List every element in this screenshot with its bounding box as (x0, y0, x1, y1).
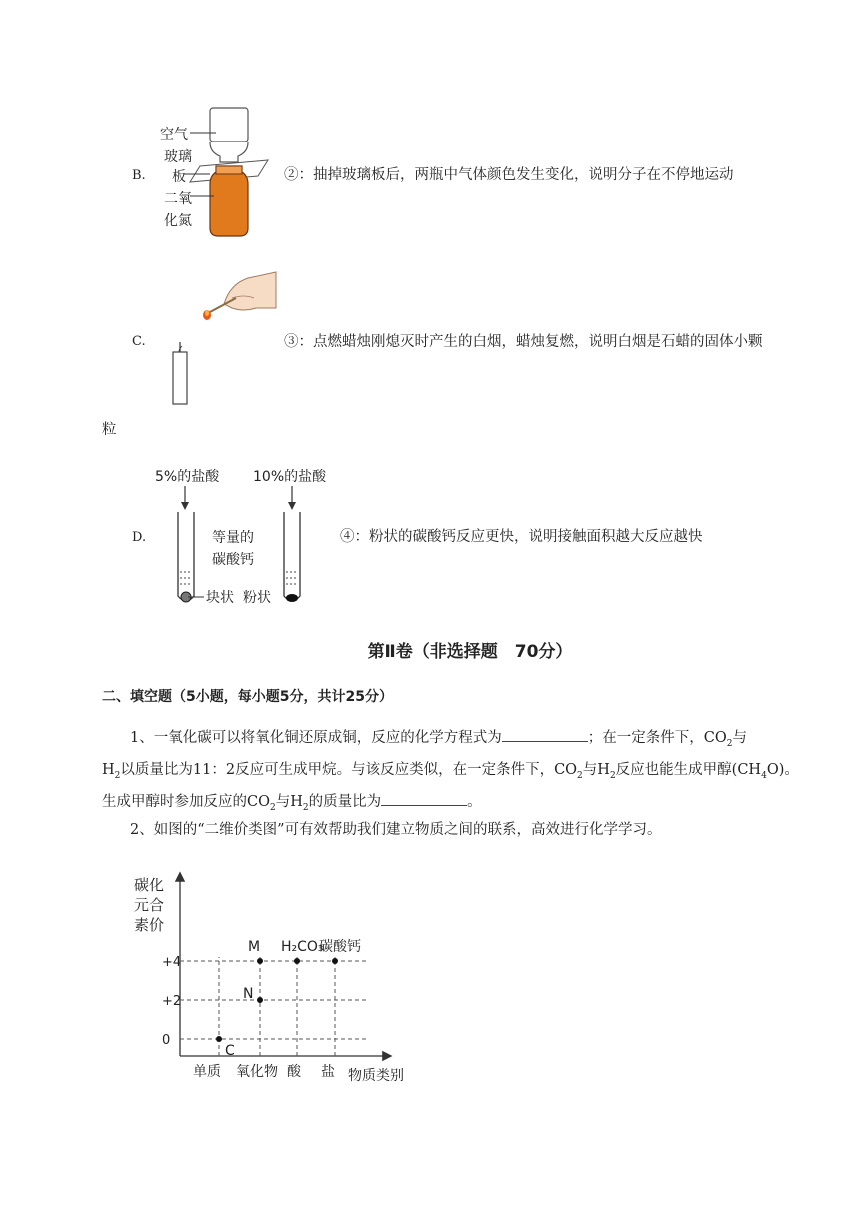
q1-text-c: 与 (732, 730, 747, 746)
section-heading: 二、填空题（5小题，每小题5分，共计25分） (102, 689, 393, 705)
y-tick-label: +2 (162, 994, 182, 1009)
label-glass-2: 板 (172, 169, 186, 185)
q1-text-h: O)。 (766, 761, 799, 778)
y-tick-label: +4 (162, 955, 182, 970)
data-point-label: M (248, 939, 261, 955)
q1-sub: 2 (726, 738, 733, 749)
option-c-text-wrap: 粒 (102, 422, 117, 438)
y-axis-label: 素价 (134, 916, 165, 934)
q1-text-d: H (102, 761, 115, 778)
q1-text-k: 的质量比为 (308, 793, 382, 810)
data-point-label: H₂CO₃ (281, 939, 324, 955)
q1-text-l: 。 (467, 793, 482, 810)
x-tick-label: 单质 (193, 1064, 221, 1080)
answer-blank-1[interactable] (502, 727, 588, 742)
option-letter-d: D. (132, 530, 147, 545)
q1-text-g: 反应也能生成甲醇(CH (615, 761, 762, 778)
data-point (332, 958, 338, 964)
label-acid-10: 10%的盐酸 (253, 469, 327, 485)
answer-blank-2[interactable] (381, 791, 467, 806)
q1-text-i: 生成甲醇时参加反应的CO (102, 793, 270, 810)
y-axis-label: 碳化 (134, 876, 165, 894)
q1-sub: 2 (114, 770, 121, 781)
q1-sub: 2 (302, 802, 309, 813)
question-1-line-1 (102, 725, 802, 757)
q1-sub: 2 (269, 802, 276, 813)
label-no2-2: 化氮 (164, 213, 192, 229)
x-tick-label: 酸 (287, 1064, 301, 1080)
y-tick-label: 0 (162, 1033, 171, 1048)
label-equal-amount: 等量的 (212, 530, 254, 546)
data-point (216, 1036, 222, 1042)
valence-class-chart (120, 868, 430, 1088)
q1-text-e: 以质量比为11：2反应可生成甲烷。与该反应类似，在一定条件下，CO (120, 761, 578, 778)
question-2: 2、如图的“二维价类图”可有效帮助我们建立物质之间的联系，高效进行化学学习。 (130, 822, 662, 838)
q1-text-f: 与H (582, 761, 610, 778)
y-axis-label: 元合 (134, 896, 165, 914)
data-point-label: 碳酸钙 (319, 939, 361, 955)
option-c-text: ③：点燃蜡烛刚熄灭时产生的白烟，蜡烛复燃，说明白烟是石蜡的固体小颗 (284, 334, 763, 350)
q1-sub: 2 (609, 770, 616, 781)
data-point (294, 958, 300, 964)
chart-points (216, 939, 361, 1059)
part-title: 第Ⅱ卷（非选择题 70分） (367, 642, 573, 662)
candle-illustration (160, 268, 280, 410)
option-d-text: ④：粉状的碳酸钙反应更快，说明接触面积越大反应越快 (340, 529, 703, 545)
chart-axes (134, 874, 404, 1084)
q1-sub: 2 (577, 770, 583, 781)
label-air: 空气 (160, 127, 188, 143)
label-lump: 块状 (206, 590, 234, 606)
data-point (257, 997, 263, 1003)
option-letter-c: C. (132, 334, 146, 349)
x-tick-label: 氧化物 (236, 1064, 278, 1080)
q1-sub-4: 4 (761, 770, 767, 781)
question-1-line-2 (102, 757, 802, 789)
label-acid-5: 5%的盐酸 (155, 469, 220, 485)
option-b-text: ②：抽掉玻璃板后，两瓶中气体颜色发生变化，说明分子在不停地运动 (284, 167, 734, 183)
data-point-label: C (225, 1043, 235, 1059)
q1-text-a: 1、一氧化碳可以将氧化铜还原成铜，反应的化学方程式为 (130, 730, 502, 746)
label-powder: 粉状 (243, 590, 271, 606)
x-tick-label: 盐 (321, 1064, 335, 1080)
question-1 (102, 725, 802, 821)
question-1-line-3 (102, 789, 802, 821)
q1-text-j: 与H (275, 793, 303, 810)
label-glass-1: 玻璃 (164, 149, 192, 165)
label-calcium-carbonate: 碳酸钙 (212, 552, 254, 568)
chart-grid (180, 957, 366, 1056)
label-no2-1: 二氧 (164, 191, 192, 207)
data-point-label: N (243, 986, 254, 1002)
chart-tick-labels (162, 955, 335, 1080)
option-letter-b: B. (132, 168, 146, 183)
x-axis-label: 物质类别 (348, 1068, 404, 1084)
data-point (257, 958, 263, 964)
q1-text-b: ；在一定条件下，CO (587, 730, 727, 746)
